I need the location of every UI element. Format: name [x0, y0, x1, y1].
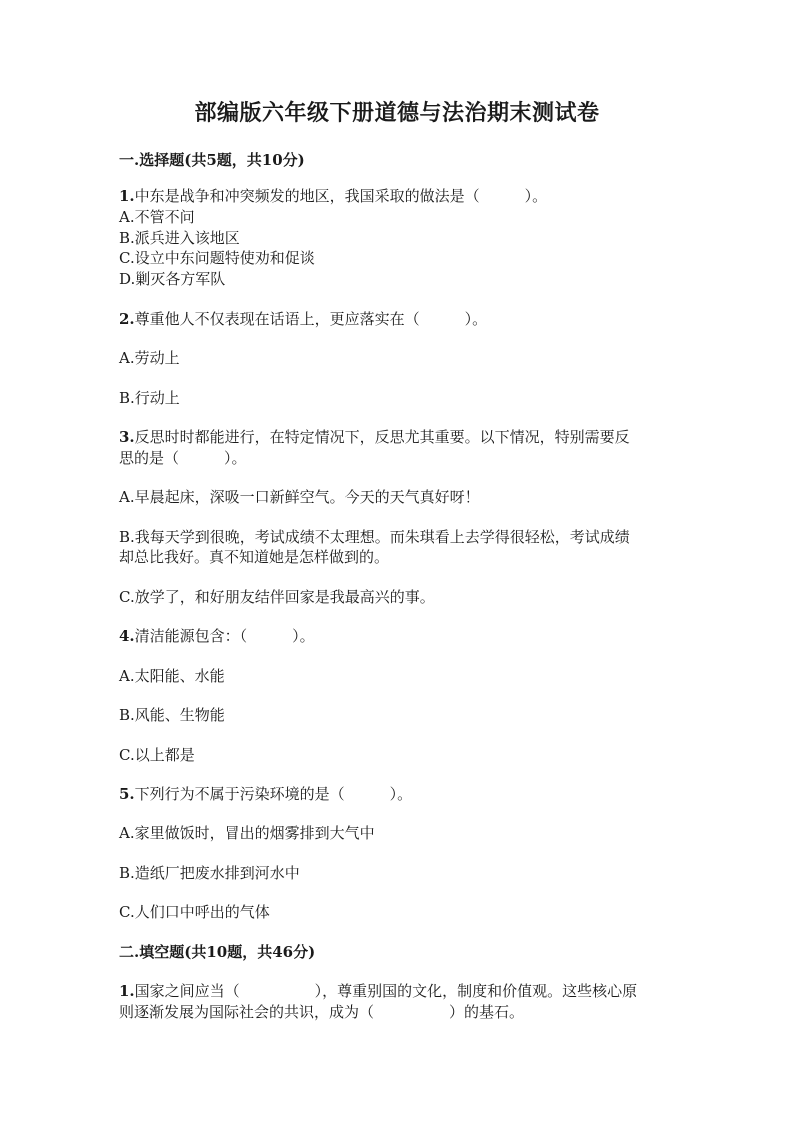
question-text: 反思时时都能进行，在特定情况下，反思尤其重要。以下情况，特别需要反	[134, 428, 630, 446]
question-text: 中东是战争和冲突频发的地区，我国采取的做法是（ ）。	[134, 187, 548, 205]
option-b: B.我每天学到很晚，考试成绩不太理想。而朱琪看上去学得很轻松，考试成绩	[119, 528, 630, 546]
option-b: B.派兵进入该地区	[119, 229, 240, 247]
question-3	[119, 427, 630, 447]
option-b-continued: 却总比我好。真不知道她是怎样做到的。	[119, 548, 390, 566]
question-1	[119, 186, 547, 206]
option-c: C.设立中东问题特使劝和促谈	[119, 249, 315, 267]
option-d: D.剿灭各方军队	[119, 270, 226, 288]
question-3-continued: 思的是（ ）。	[119, 449, 247, 467]
question-text: 国家之间应当（ ），尊重别国的文化，制度和价值观。这些核心原	[134, 982, 638, 1000]
question-number: 4.	[119, 627, 135, 645]
fill-question-1	[119, 981, 637, 1001]
option-b: B.造纸厂把废水排到河水中	[119, 864, 300, 882]
fill-question-1-continued: 则逐渐发展为国际社会的共识，成为（ ）的基石。	[119, 1003, 525, 1021]
option-c: C.人们口中呼出的气体	[119, 903, 270, 921]
option-a: A.太阳能、水能	[119, 667, 225, 685]
question-text: 下列行为不属于污染环境的是（ ）。	[134, 785, 413, 803]
option-b: B.行动上	[119, 389, 180, 407]
question-text: 尊重他人不仅表现在话语上，更应落实在（ ）。	[134, 310, 488, 328]
question-text: 清洁能源包含：（ ）。	[134, 627, 315, 645]
question-number: 5.	[119, 785, 135, 803]
option-a: A.家里做饭时，冒出的烟雾排到大气中	[119, 824, 375, 842]
option-c: C.以上都是	[119, 746, 195, 764]
question-4	[119, 626, 315, 646]
section-heading-fill: 二.填空题(共10题，共46分)	[119, 943, 316, 961]
option-a: A.不管不问	[119, 208, 195, 226]
question-2	[119, 309, 487, 329]
section-heading-choice: 一.选择题(共5题，共10分)	[119, 151, 305, 169]
question-number: 3.	[119, 428, 135, 446]
question-number: 1.	[119, 187, 135, 205]
option-c: C.放学了，和好朋友结伴回家是我最高兴的事。	[119, 588, 435, 606]
page-title: 部编版六年级下册道德与法治期末测试卷	[194, 100, 600, 126]
question-number: 1.	[119, 982, 135, 1000]
option-a: A.劳动上	[119, 349, 180, 367]
option-b: B.风能、生物能	[119, 706, 225, 724]
question-number: 2.	[119, 310, 135, 328]
question-5	[119, 784, 412, 804]
option-a: A.早晨起床，深吸一口新鲜空气。今天的天气真好呀！	[119, 488, 480, 506]
